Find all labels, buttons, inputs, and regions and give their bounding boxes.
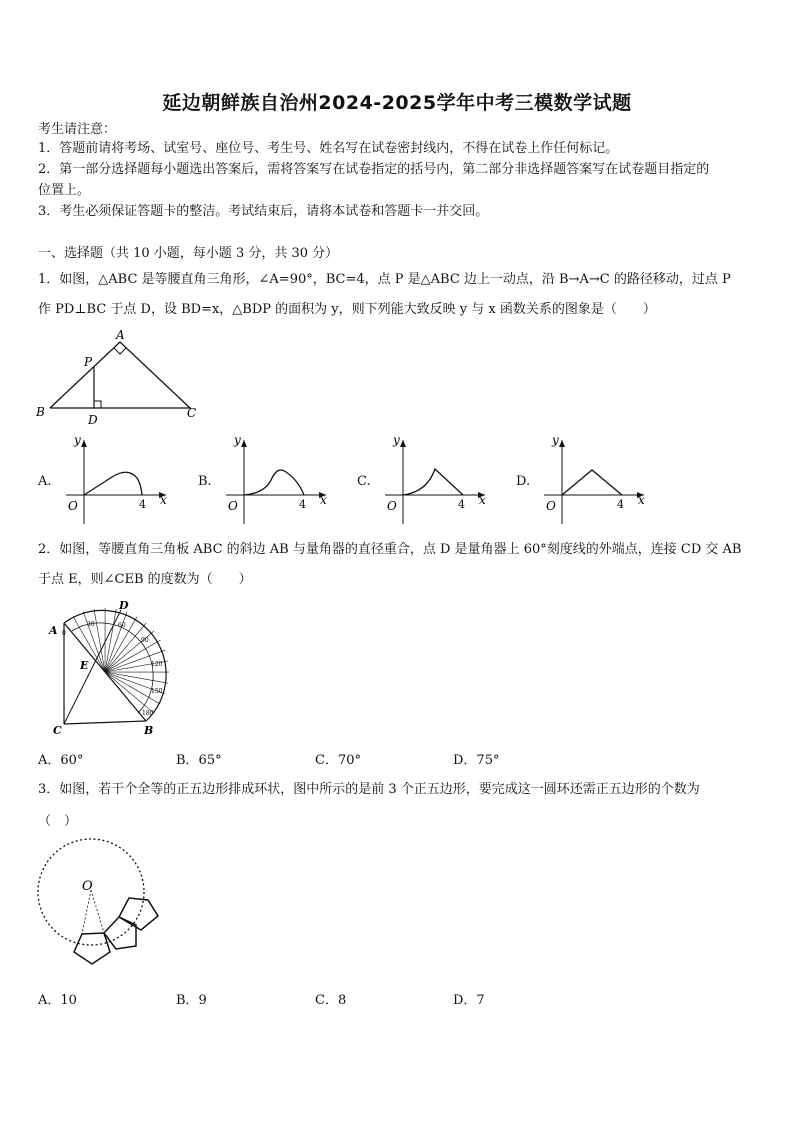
q2-label-e: E [80,659,89,672]
svg-text:O: O [228,499,238,513]
q1-option-a-graph [62,434,172,526]
svg-text:x: x [160,493,167,507]
q3-label-o: O [82,879,93,894]
svg-text:180: 180 [142,710,154,717]
svg-text:120: 120 [151,661,163,668]
protractor-ray [105,672,154,713]
q1-option-c-label[interactable]: C. [357,474,371,489]
svg-text:y: y [74,434,81,447]
svg-text:150: 150 [151,688,163,695]
svg-text:4: 4 [299,498,306,511]
q3-pentagon-ring-figure [36,838,166,970]
q1-triangle-figure [34,328,204,428]
question-2-text: 于点 E，则∠CEB 的度数为（ ） [38,572,252,587]
question-3-text: （ ） [38,814,78,829]
page-title: 延边朝鲜族自治州2024-2025学年中考三模数学试题 [162,92,632,114]
svg-text:y: y [552,434,559,447]
q1-option-d-label[interactable]: D. [516,474,531,489]
svg-text:4: 4 [458,498,465,511]
svg-text:y: y [234,434,241,447]
notice-item: 位置上。 [38,183,91,198]
q1-option-b-label[interactable]: B. [198,474,212,489]
q1-option-b-graph [222,434,332,526]
q1-label-a: A [116,328,125,342]
question-1-text: 1．如图，△ABC 是等腰直角三角形，∠A=90°，BC=4，点 P 是△ABC 边上一动点，沿 B→A→C 的路径移动，过点 P [38,272,731,287]
question-1-text: 作 PD⊥BC 于点 D，设 BD=x，△BDP 的面积为 y，则下列能大致反映 y 与 x 函数关系的图象是（ ） [38,302,656,317]
svg-text:60: 60 [118,622,126,629]
question-2-text: 2．如图，等腰直角三角板 ABC 的斜边 AB 与量角器的直径重合，点 D 是量角器上 60°刻度线的外端点，连接 CD 交 AB [38,542,742,557]
q1-option-a-label[interactable]: A. [38,474,52,489]
q1-label-b: B [36,405,45,419]
q2-option-b[interactable]: B．65° [176,753,222,768]
question-3-text: 3．如图，若干个全等的正五边形排成环状，图中所示的是前 3 个正五边形，要完成这一圆环还需正五边形的个数为 [38,782,700,797]
svg-text:90: 90 [141,637,149,644]
section-heading: 一、选择题（共 10 小题，每小题 3 分，共 30 分） [38,246,339,261]
q1-option-c-graph [381,434,491,526]
q2-option-c[interactable]: C．70° [315,753,361,768]
q2-protractor-figure [40,598,190,740]
svg-text:x: x [479,493,486,507]
q2-option-d[interactable]: D．75° [453,753,500,768]
q1-option-d-graph [540,434,650,526]
svg-text:x: x [638,493,645,507]
svg-text:O: O [546,499,556,513]
svg-text:O: O [387,499,397,513]
q2-label-b: B [144,724,154,737]
q3-option-d[interactable]: D．7 [453,993,485,1008]
q2-option-a[interactable]: A．60° [38,753,84,768]
svg-text:y: y [393,434,400,447]
q3-option-b[interactable]: B．9 [176,993,207,1008]
notice-item: 3．考生必须保证答题卡的整洁。考试结束后，请将本试卷和答题卡一并交回。 [38,204,489,219]
svg-text:0: 0 [62,630,66,637]
q1-label-c: C [187,406,197,420]
svg-text:30: 30 [87,621,95,628]
svg-text:4: 4 [617,498,624,511]
q1-label-p: P [84,355,93,369]
svg-text:4: 4 [139,498,146,511]
notice-item: 2．第一部分选择题每小题选出答案后，需将答案写在试卷指定的括号内，第二部分非选择题答案写在试卷题目指定的 [38,162,710,177]
q1-label-d: D [88,413,98,427]
q3-option-a[interactable]: A．10 [38,993,77,1008]
q2-label-a: A [49,624,58,637]
q3-option-c[interactable]: C．8 [315,993,347,1008]
q2-label-d: D [119,599,129,612]
notice-heading: 考生请注意： [38,122,117,137]
notice-item: 1．答题前请将考场、试室号、座位号、考生号、姓名写在试卷密封线内，不得在试卷上作任何标记。 [38,141,619,156]
svg-text:x: x [320,493,327,507]
svg-text:O: O [68,499,78,513]
q2-label-c: C [53,724,62,737]
